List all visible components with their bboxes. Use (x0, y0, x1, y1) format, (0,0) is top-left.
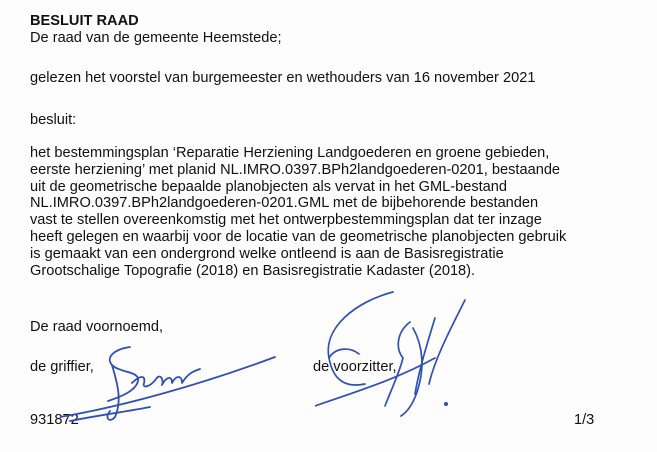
clerk-signature (60, 335, 280, 425)
signature-dot (444, 402, 448, 406)
clerk-label: de griffier, (30, 359, 94, 375)
decision-line: Grootschalige Topografie (2018) en Basisregistratie Kadaster (2018). (30, 262, 476, 279)
document-number: 931872 (30, 412, 79, 428)
chair-label: de voorzitter, (313, 359, 397, 375)
decision-line: is gemaakt van een ondergrond welke ontleend is aan de Basisregistratie (30, 245, 504, 262)
document-title: BESLUIT RAAD (30, 13, 139, 29)
council-line: De raad van de gemeente Heemstede; (30, 30, 282, 46)
chair-signature (315, 288, 515, 428)
decision-line: eerste herziening’ met planid NL.IMRO.0397.BPh2landgoederen-0201, bestaande (30, 161, 561, 178)
decision-line: heeft gelegen en waarbij voor de locatie van de geometrische planobjecten gebruik (30, 228, 567, 245)
decision-line: het bestemmingsplan ‘Reparatie Herziening Landgoederen en groene gebieden, (30, 145, 550, 161)
decision-line: vast te stellen overeenkomstig met het ontwerpbestemmingsplan dat ter inzage (30, 212, 542, 229)
decided-label: besluit: (30, 112, 77, 128)
page-number: 1/3 (574, 412, 595, 428)
read-proposal-line: gelezen het voorstel van burgemeester en wethouders van 16 november 2021 (30, 70, 536, 86)
decision-paragraph (30, 145, 650, 279)
decision-line: NL.IMRO.0397.BPh2landgoederen-0201.GML met de bijbehorende bestanden (30, 195, 539, 212)
aforementioned-line: De raad voornoemd, (30, 319, 164, 335)
decision-line: uit de geometrische bepaalde planobjecten als vervat in het GML-bestand (30, 178, 508, 195)
